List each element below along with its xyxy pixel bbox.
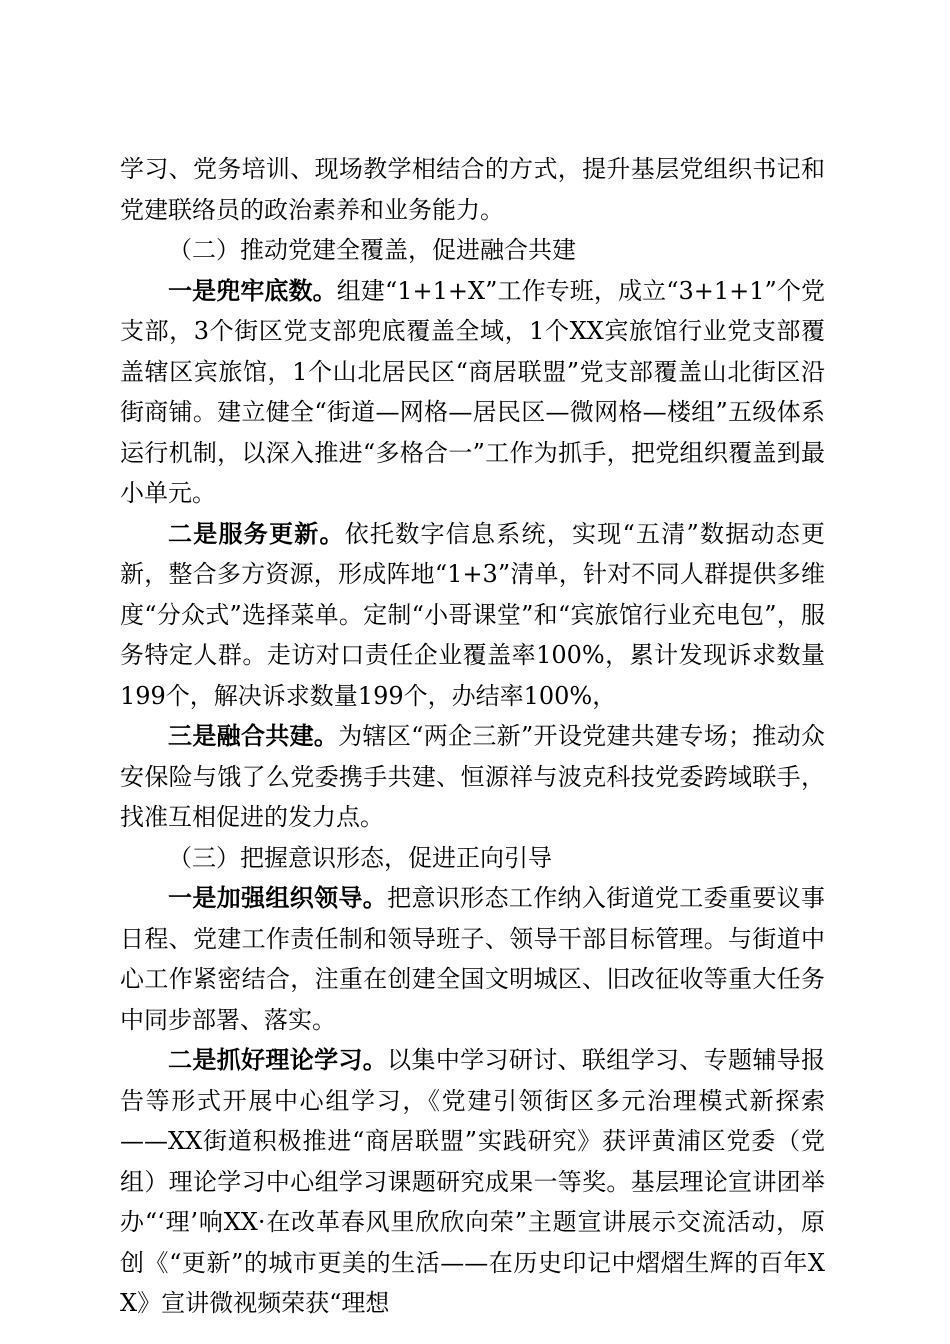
paragraph-text: 学习、党务培训、现场教学相结合的方式，提升基层党组织书记和党建联络员的政治素养和业务能力。: [120, 155, 825, 224]
paragraph-lead: 二是服务更新。: [168, 518, 345, 548]
paragraph-lingdao: [120, 878, 825, 1040]
paragraph-lead: 一是兜牢底数。: [168, 275, 337, 305]
paragraph-lead: 二是抓好理论学习。: [168, 1045, 388, 1074]
paragraph-ronghe: [120, 716, 825, 838]
paragraph-lead: 三是融合共建。: [168, 721, 339, 750]
paragraph-intro: [120, 149, 825, 230]
paragraph-text: 把意识形态工作纳入街道党工委重要议事日程、党建工作责任制和领导班子、领导干部目标管理。与街道中心工作紧密结合，注重在创建全国文明城区、旧改征收等重大任务中同步部署、落实。: [120, 884, 826, 1034]
section-heading-2: （二）推动党建全覆盖，促进融合共建: [168, 236, 576, 264]
paragraph-fuwu: [120, 514, 825, 717]
paragraph-text: 为辖区“两企三新”开设党建共建专场；推动众安保险与饿了么党委携手共建、恒源祥与波克科技党委跨域联手，找准互相促进的发力点。: [120, 722, 826, 831]
paragraph-text: 以集中学习研讨、联组学习、专题辅导报告等形式开展中心组学习，《党建引领街区多元治理模式新探索——XX街道积极推进“商居联盟”实践研究》获评黄浦区党委（党组）理论学习中心组学习课题研究成果一等奖。基层理论宣讲团举办“‘理’响XX·在改革春风里欣欣向荣”主题宣讲展示交流活动，原创《“更新”的城市更美的生活——在历史印记中熠熠生辉的百年XX》宣讲微视频荣获“理想: [120, 1046, 826, 1317]
paragraph-lead: 一是加强组织领导。: [168, 883, 388, 912]
paragraph-doudi: [120, 271, 825, 514]
paragraph-text: 组建“1+1+X”工作专班，成立“3+1+1”个党支部，3个街区党支部兜底覆盖全域，1个XX宾旅馆行业党支部覆盖辖区宾旅馆，1个山北居民区“商居联盟”党支部覆盖山北街区沿街商铺。建立健全“街道—网格—居民区—微网格—楼组”五级体系运行机制，以深入推进“多格合一”工作为抓手，把党组织覆盖到最小单元。: [120, 276, 826, 507]
paragraph-lilun: [120, 1040, 825, 1324]
document-page: [120, 149, 825, 1324]
section-heading-3: （三）把握意识形态，促进正向引导: [168, 843, 552, 872]
paragraph-text: 依托数字信息系统，实现“五清”数据动态更新，整合多方资源，形成阵地“1+3”清单，针对不同人群提供多维度“分众式”选择菜单。定制“小哥课堂”和“宾旅馆行业充电包”，服务特定人群。走访对口责任企业覆盖率100%，累计发现诉求数量199个，解决诉求数量199个，办结率100%，: [120, 519, 826, 710]
